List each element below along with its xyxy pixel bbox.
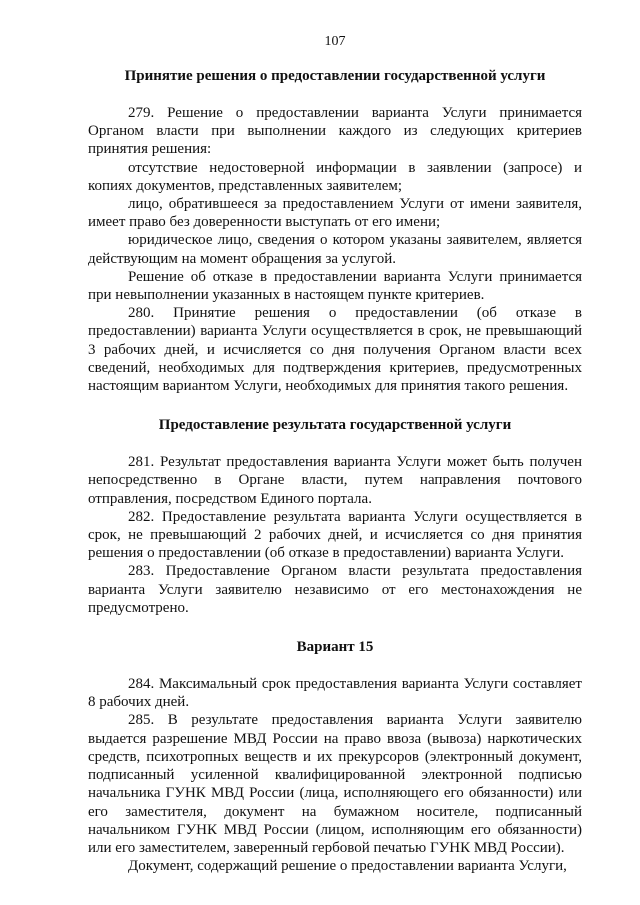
- criterion-1: отсутствие недостоверной информации в заявлении (запросе) и копиях документов, представленных заявителем;: [88, 159, 582, 194]
- paragraph-279: 279. Решение о предоставлении варианта Услуги принимается Органом власти при выполнении каждого из следующих критериев принятия решения:: [88, 105, 582, 158]
- document-paragraph: Документ, содержащий решение о предоставлении варианта Услуги,: [128, 858, 567, 875]
- section-heading-result: Предоставление результата государственной услуги: [158, 417, 512, 434]
- paragraph-282: 282. Предоставление результата варианта Услуги осуществляется в срок, не превышающий 2 рабочих дней, и исчисляется со дня принятия решения о предоставлении (об отказе в предоставлении) варианта Услуги.: [88, 508, 582, 562]
- section-heading-variant: Вариант 15: [296, 639, 374, 656]
- paragraph-280: 280. Принятие решения о предоставлении (об отказе в предоставлении) варианта Услуги осуществляется в срок, не превышающий 3 рабочих дней, и исчисляется со дня получения Органом власти всех сведений, необходимых для подтверждения критериев, предусмотренных настоящим вариантом Услуги, необходимых для принятия такого решения.: [88, 305, 582, 395]
- paragraph-284: 284. Максимальный срок предоставления варианта Услуги составляет 8 рабочих дней.: [88, 676, 582, 711]
- refusal-paragraph: Решение об отказе в предоставлении варианта Услуги принимается при невыполнении указанных в настоящем пункте критериев.: [88, 268, 582, 304]
- paragraph-285: 285. В результате предоставления варианта Услуги заявителю выдается разрешение МВД России на право ввоза (вывоза) наркотических средств, психотропных веществ и их прекурсоров (электронный документ, подписанный усиленной квалифицированной электронной подписью начальника ГУНК МВД России (лица, исполняющего его обязанности) или его заместителя, документ на бумажном носителе, подписанный начальником ГУНК МВД России (лицом, исполняющим его обязанности) или его заместителем, заверенный гербовой печатью ГУНК МВД России).: [88, 712, 582, 856]
- criterion-2: лицо, обратившееся за предоставлением Услуги от имени заявителя, имеет право без доверенности выступать от его имени;: [88, 196, 582, 231]
- section-heading-decision: Принятие решения о предоставлении государственной услуги: [124, 68, 546, 84]
- page-number: 107: [324, 34, 346, 49]
- criterion-3: юридическое лицо, сведения о котором указаны заявителем, является действующим на момент обращения за услугой.: [88, 232, 582, 267]
- paragraph-281: 281. Результат предоставления варианта Услуги может быть получен непосредственно в Органе власти, путем направления почтового отправления, посредством Единого портала.: [88, 454, 582, 507]
- paragraph-283: 283. Предоставление Органом власти результата предоставления варианта Услуги заявителю независимо от его местонахождения не предусмотрено.: [88, 563, 582, 616]
